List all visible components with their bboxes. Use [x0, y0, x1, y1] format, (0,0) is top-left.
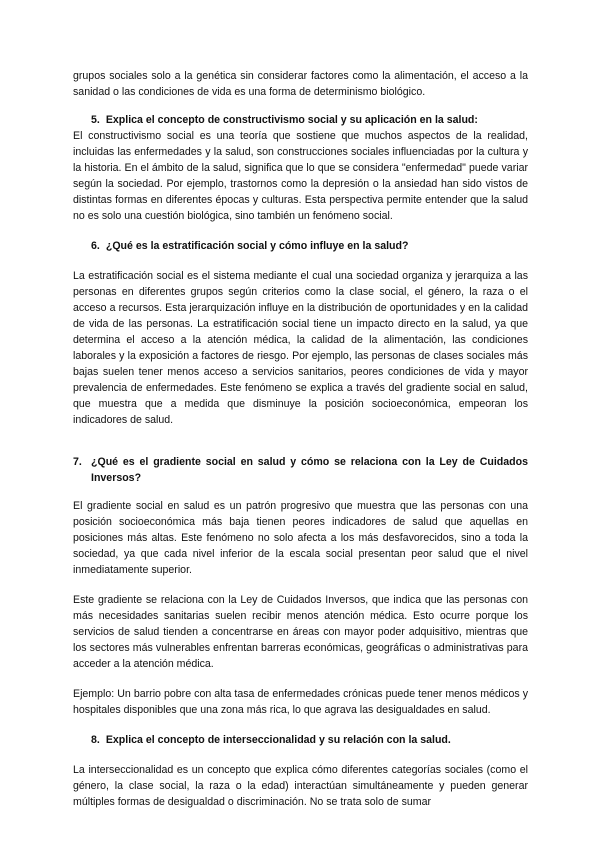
question-5-answer: El constructivismo social es una teoría que sostiene que muchos aspectos de la realidad, incluidas las enfermedades y la salud, son construcciones sociales influenciadas por la cultura y la historia. En el ámbito de la salud, significa que lo que se considera "enfermedad" puede variar según la sociedad. Por ejemplo, trastornos como la depresión o la ansiedad han sido vistos de distintas formas en diferentes épocas y culturas. Esta perspectiva permite entender que la salud no es solo una cuestión biológica, sino también un fenómeno social. — [73, 130, 528, 222]
question-6-answer: La estratificación social es el sistema mediante el cual una sociedad organiza y jerarquiza a las personas en diferentes grupos según criterios como la clase social, el género, la raza o el acceso a recursos. Esta jerarquización influye en la distribución de oportunidades y en la calidad de vida de las personas. La estratificación social tiene un impacto directo en la salud, ya que determina el acceso a la atención médica, la calidad de la alimentación, las condiciones laborales y la exposición a factores de riesgo. Por ejemplo, las personas de clases sociales más bajas suelen tener menos acceso a servicios sanitarios, peores condiciones de vida y mayor prevalencia de enfermedades. Este fenómeno se explica a través del gradiente social en salud, que muestra que a medida que disminuye la posición socioeconómica, empeoran los indicadores de salud. — [73, 270, 528, 426]
question-8-text: Explica el concepto de interseccionalidad y su relación con la salud. — [105, 734, 451, 746]
document-page — [73, 68, 528, 810]
question-8-number: 8. — [91, 734, 100, 746]
question-7-heading — [73, 454, 528, 486]
question-8-answer: La interseccionalidad es un concepto que explica cómo diferentes categorías sociales (como el género, la clase social, la raza o la edad) interactúan simultáneamente y pueden generar múltiples formas de desigualdad o discriminación. No se trata solo de sumar — [73, 764, 528, 808]
question-7-answer-1: El gradiente social en salud es un patrón progresivo que muestra que las personas con una posición socioeconómica más baja tienen peores indicadores de salud que aquellas en posiciones más altas. Este fenómeno no solo afecta a los más desfavorecidos, sino a toda la sociedad, ya que cada nivel inferior de la escala social presentan peor salud que el nivel inmediatamente superior. — [73, 500, 528, 576]
question-7-answer-2: Este gradiente se relaciona con la Ley de Cuidados Inversos, que indica que las personas con más necesidades sanitarias suelen recibir menos atención médica. Esto ocurre porque los servicios de salud tienden a concentrarse en áreas con mayor poder adquisitivo, mientras que los sectores más vulnerables enfrentan barreras económicas, geográficas o administrativas para acceder a la atención médica. — [73, 594, 528, 670]
question-7-number: 7. — [73, 456, 82, 468]
question-5-text: Explica el concepto de constructivismo social y su aplicación en la salud: — [105, 114, 478, 126]
question-5-number: 5. — [91, 114, 100, 126]
continued-paragraph: grupos sociales solo a la genética sin considerar factores como la alimentación, el acceso a la sanidad o las condiciones de vida es una forma de determinismo biológico. — [73, 70, 528, 98]
question-6-text: ¿Qué es la estratificación social y cómo influye en la salud? — [105, 240, 409, 252]
question-7-text: ¿Qué es el gradiente social en salud y cómo se relaciona con la Ley de Cuidados Inversos? — [91, 456, 528, 484]
question-6-heading — [73, 238, 528, 254]
question-8-heading — [73, 732, 528, 748]
question-7-example: Ejemplo: Un barrio pobre con alta tasa de enfermedades crónicas puede tener menos médicos y hospitales disponibles que una zona más rica, lo que agrava las desigualdades en salud. — [73, 688, 528, 716]
question-6-number: 6. — [91, 240, 100, 252]
question-5-heading — [73, 112, 528, 128]
